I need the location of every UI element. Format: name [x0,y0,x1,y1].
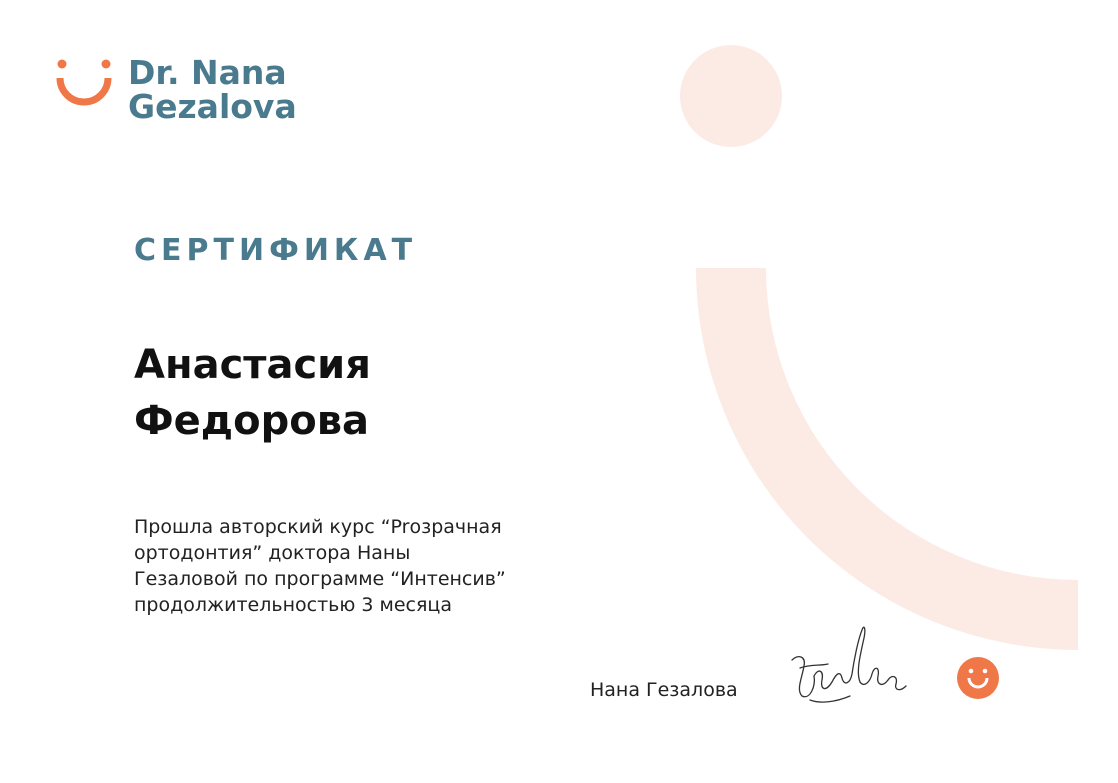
smile-logo-icon [54,56,116,112]
description-line: ортодонтия” доктора Наны [134,542,411,564]
brand-name-line1: Dr. Nana [128,53,287,92]
signature-icon [780,620,910,715]
recipient-last-name: Федорова [134,398,369,444]
brand-name [128,53,297,126]
certificate-title: СЕРТИФИКАТ [134,233,418,268]
recipient-name [134,337,371,449]
smiley-seal-icon [956,656,1000,700]
course-description [134,514,604,618]
decor-dot [680,45,782,147]
brand-logo [54,53,297,126]
decor-arc [696,268,1078,650]
description-line: Прошла авторский курс “Prозрачная [134,516,502,538]
description-line: продолжительностью 3 месяца [134,594,452,616]
signer-name: Нана Гезалова [590,679,738,701]
recipient-first-name: Анастасия [134,342,371,388]
brand-name-line2: Gezalova [128,87,297,126]
description-line: Гезаловой по программе “Интенсив” [134,568,506,590]
